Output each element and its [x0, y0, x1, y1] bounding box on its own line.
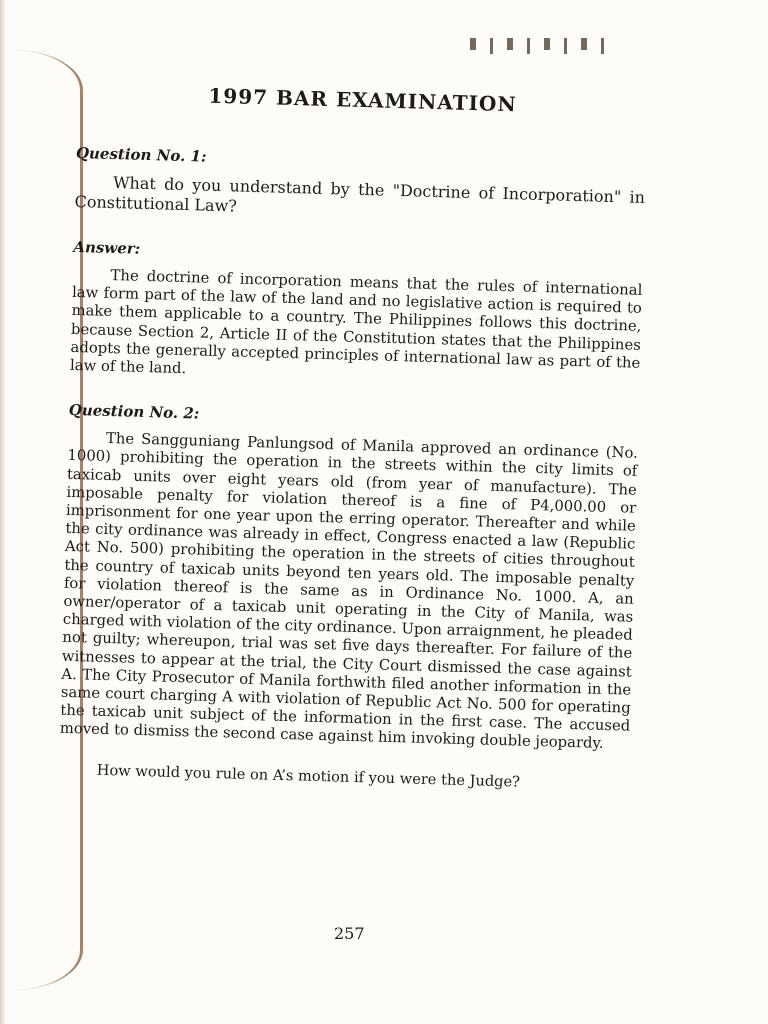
question-1-block: [74, 144, 646, 228]
question-2-closing: How would you rule on A’s motion if you were the Judge?: [96, 761, 521, 791]
scan-marks: [470, 38, 750, 64]
question-1-text: What do you understand by the "Doctrine of Incorporation" in Constitutional Law?: [74, 173, 646, 216]
scan-mark: [470, 38, 476, 50]
question-2-text: The Sangguniang Panlungsod of Manila approved an ordinance (No. 1000) prohibiting the operation in the streets within the city limits of taxicab units over eight years old (from year of manufacture). The imposable penalty for violation thereof is a fine of P4,000.00 or imprisonment for one year upon the erring operator. Thereafter and while the city ordinance was already in effect, Congress enacted a law (Republic Act No. 500) prohibiting the operation in the streets of cities throughout the country of taxicab units beyond ten years old. The imposable penalty for violation thereof is the same as in Ordinance No. 1000. A, an owner/operator of a taxicab unit operating in the City of Manila, was charged with violation of the city ordinance. Upon arraignment, he pleaded not guilty; whereupon, trial was set five days thereafter. For failure of the witnesses to appear at the trial, the City Court dismissed the case against A. The City Prosecutor of Manila forthwith filed another information in the same court charging A with violation of Republic Act No. 500 for operating the taxicab unit subject of the information in the first case. The accused moved to dismiss the second case against him invoking double jeopardy.: [59, 430, 639, 753]
answer-1-heading: Answer:: [73, 237, 141, 258]
answer-1-block: [70, 238, 644, 391]
answer-1-text: The doctrine of incorporation means that the rules of international law form part of the law of the land and no legislative action is required to make them applicable to a country. The Philippines follows this doctrine, because Section 2, Article II of the Constitution states that the Philippines adopts the generally accepted principles of international law as part of the law of the land.: [69, 266, 643, 378]
scan-mark: [581, 38, 587, 50]
scan-mark: [490, 38, 493, 54]
scan-mark: [507, 38, 513, 50]
document-content: [58, 80, 647, 795]
scan-mark: [601, 38, 604, 54]
scan-mark: [527, 38, 530, 54]
page-number: 257: [334, 924, 365, 943]
question-2-block: [58, 401, 638, 794]
scan-mark: [564, 38, 567, 54]
question-1-heading: Question No. 1:: [75, 143, 207, 166]
question-2-heading: Question No. 2:: [68, 401, 200, 423]
page-title: 1997 BAR EXAMINATION: [208, 83, 518, 117]
scan-mark: [544, 38, 550, 50]
